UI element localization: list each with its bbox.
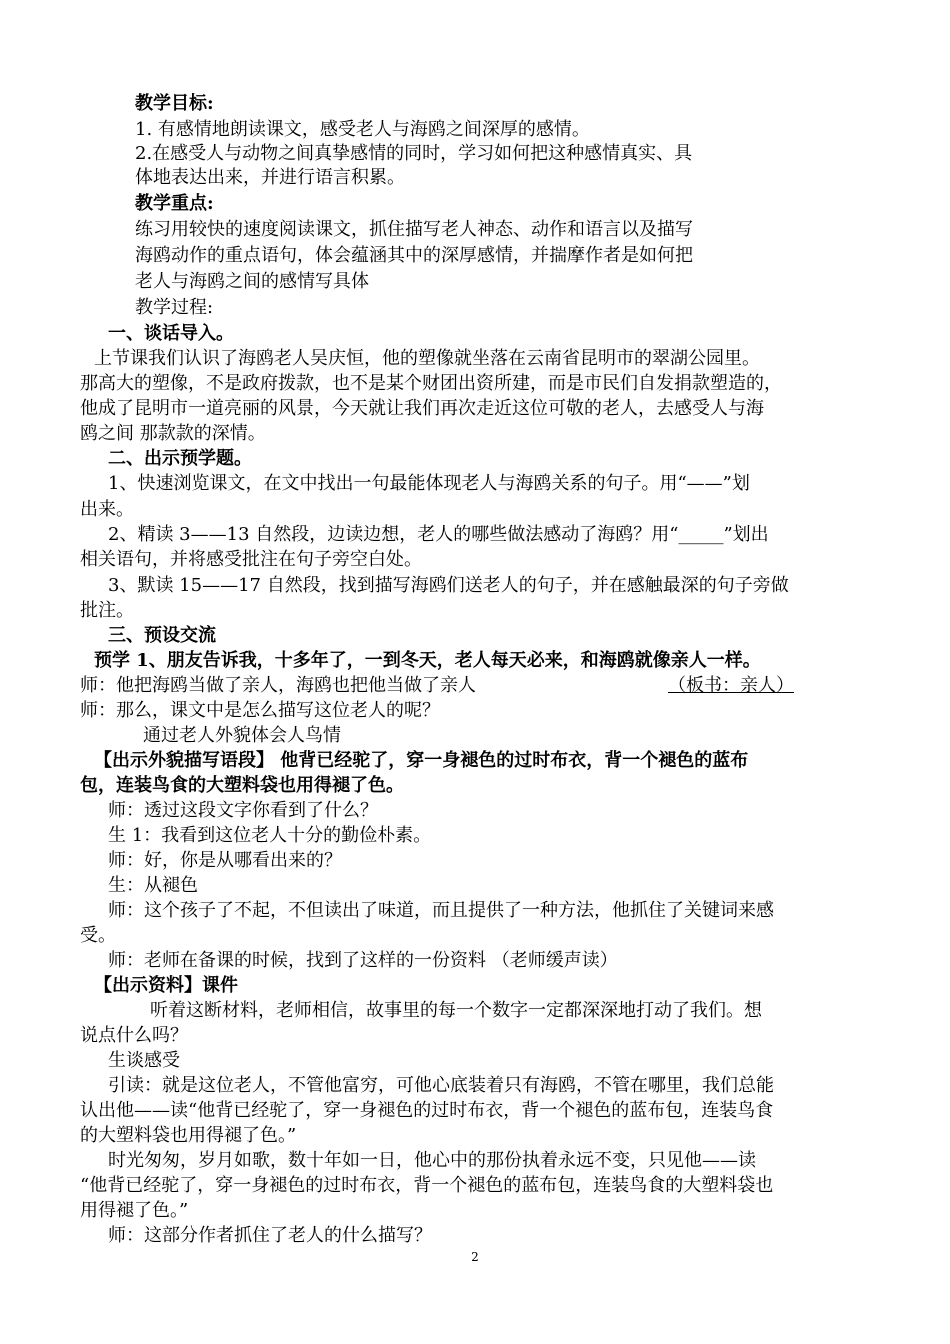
text-line: 1、快速浏览课文，在文中找出一句最能体现老人与海鸥关系的句子。用“——”划 [108, 473, 750, 494]
page-number: 2 [471, 1250, 479, 1264]
text-line: 出来。 [80, 499, 134, 520]
text-line: 师：透过这段文字你看到了什么？ [108, 800, 378, 821]
text-line: 海鸥动作的重点语句，体会蕴涵其中的深厚感情，并揣摩作者是如何把 [135, 245, 693, 266]
text-line: 师：这个孩子了不起，不但读出了味道，而且提供了一种方法，他抓住了关键词来感 [108, 900, 774, 921]
text-line: “他背已经驼了，穿一身褪色的过时布衣，背一个褪色的蓝布包，连装鸟食的大塑料袋也 [80, 1175, 774, 1196]
text-line: 师：老师在备课的时候，找到了这样的一份资料 （老师缓声读） [108, 950, 618, 971]
text-line: 预学 1、朋友告诉我，十多年了，一到冬天，老人每天必来，和海鸥就像亲人一样。 [94, 650, 761, 671]
section-heading-process: 教学过程: [135, 297, 214, 318]
text-line: 相关语句，并将感受批注在句子旁空白处。 [80, 549, 422, 570]
text-line: 老人与海鸥之间的感情写具体 [135, 271, 369, 292]
text-line: 受。 [80, 925, 116, 946]
section-heading-1: 一、谈话导入。 [108, 323, 234, 344]
text-line: 批注。 [80, 600, 134, 621]
text-line: 2、精读 3——13 自然段，边读边想，老人的哪些做法感动了海鸥？用“_____”划出 [108, 524, 769, 545]
text-line: 【出示资料】课件 [94, 975, 238, 996]
text-line: 2.在感受人与动物之间真挚感情的同时，学习如何把这种感情真实、具 [135, 143, 693, 164]
text-line: 师：好，你是从哪看出来的？ [108, 850, 342, 871]
text-line: 那高大的塑像，不是政府拨款，也不是某个财团出资所建，而是市民们自发捐款塑造的， [80, 373, 782, 394]
section-heading-3: 三、预设交流 [108, 625, 216, 646]
text-line: 3、默读 15——17 自然段，找到描写海鸥们送老人的句子，并在感触最深的句子旁做 [108, 575, 789, 596]
section-heading-2: 二、出示预学题。 [108, 448, 252, 469]
text-line: 生 1：我看到这位老人十分的勤俭朴素。 [108, 825, 432, 846]
text-line: 练习用较快的速度阅读课文，抓住描写老人神态、动作和语言以及描写 [135, 219, 693, 240]
text-line: 上节课我们认识了海鸥老人吴庆恒，他的塑像就坐落在云南省昆明市的翠湖公园里。 [94, 348, 760, 369]
board-note: （板书：亲人） [668, 675, 794, 696]
text-line: 听着这断材料，老师相信，故事里的每一个数字一定都深深地打动了我们。想 [150, 1000, 762, 1021]
section-heading-goals: 教学目标: [135, 93, 214, 114]
text-line: 鸥之间 那款款的深情。 [80, 423, 266, 444]
text-line: 师：他把海鸥当做了亲人，海鸥也把他当做了亲人 [80, 675, 476, 696]
text-line: 生：从褪色 [108, 875, 198, 896]
text-line: 用得褪了色。” [80, 1200, 189, 1221]
text-line: 1. 有感情地朗读课文，感受老人与海鸥之间深厚的感情。 [135, 119, 590, 140]
text-line: 师：这部分作者抓住了老人的什么描写？ [108, 1225, 432, 1246]
text-line: 时光匆匆，岁月如歌，数十年如一日，他心中的那份执着永远不变，只见他——读 [108, 1150, 756, 1171]
text-line: 体地表达出来，并进行语言积累。 [135, 167, 405, 188]
text-line: 他成了昆明市一道亮丽的风景，今天就让我们再次走近这位可敬的老人，去感受人与海 [80, 398, 764, 419]
text-line: 引读：就是这位老人，不管他富穷，可他心底装着只有海鸥，不管在哪里，我们总能 [108, 1075, 774, 1096]
text-line: 生谈感受 [108, 1050, 180, 1071]
text-line: 师：那么，课文中是怎么描写这位老人的呢？ [80, 700, 440, 721]
text-line: 通过老人外貌体会人鸟情 [143, 725, 341, 746]
text-line: 包，连装鸟食的大塑料袋也用得褪了色。 [80, 775, 404, 796]
text-line: 认出他——读“他背已经驼了，穿一身褪色的过时布衣，背一个褪色的蓝布包，连装鸟食 [80, 1100, 774, 1121]
text-line: 的大塑料袋也用得褪了色。” [80, 1125, 297, 1146]
text-line: 【出示外貌描写语段】 他背已经驼了，穿一身褪色的过时布衣，背一个褪色的蓝布 [94, 750, 749, 771]
text-line: 说点什么吗？ [80, 1025, 188, 1046]
section-heading-focus: 教学重点: [135, 193, 214, 214]
